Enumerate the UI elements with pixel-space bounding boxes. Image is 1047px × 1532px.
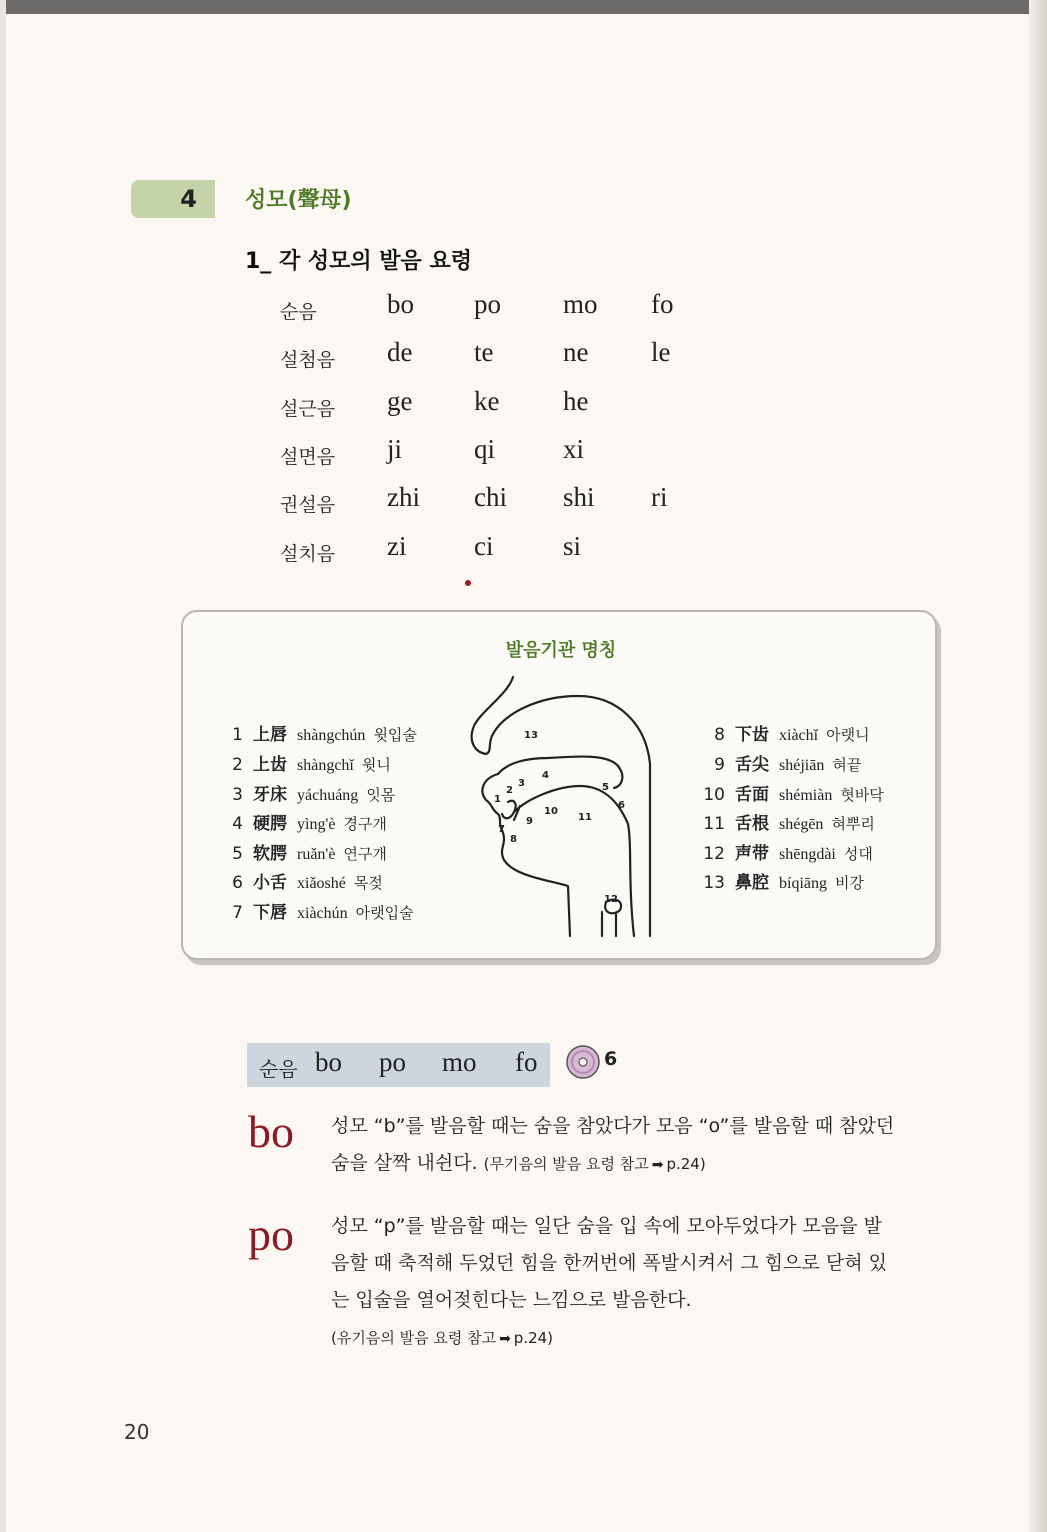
organ-hanzi: 硬腭 — [253, 814, 287, 834]
initial-syllable: te — [474, 337, 494, 367]
organ-korean: 비강 — [835, 874, 864, 892]
organ-number: 4 — [232, 814, 243, 834]
initials-row — [0, 289, 800, 329]
articulatory-organs-box — [181, 610, 937, 960]
organs-box-title: 발음기관 명칭 — [505, 640, 617, 661]
organ-item — [703, 720, 870, 746]
initial-syllable: zi — [387, 531, 407, 561]
explanation-po — [331, 1208, 887, 1319]
organ-korean: 성대 — [843, 845, 873, 863]
organ-number: 13 — [703, 873, 725, 893]
organ-item — [221, 809, 387, 835]
explanation-line: 성모 “p”를 발음할 때는 일단 숨을 입 속에 모아두었다가 모음을 발 — [331, 1215, 882, 1237]
organ-number: 6 — [232, 873, 243, 893]
initials-row — [0, 386, 800, 426]
organ-korean: 연구개 — [343, 845, 387, 863]
section-title: 성모(聲母) — [245, 188, 352, 213]
reference-note: (유기음의 발음 요령 참고 — [331, 1329, 497, 1347]
initials-row — [0, 531, 800, 571]
diagram-label: 3 — [518, 778, 525, 789]
organ-korean: 목젖 — [353, 874, 383, 892]
organ-pinyin: shēngdài — [779, 846, 836, 863]
organ-item — [703, 809, 875, 835]
initial-syllable: ge — [387, 386, 413, 416]
initial-syllable: he — [563, 386, 589, 416]
organ-pinyin: shégēn — [779, 816, 824, 833]
diagram-label: 1 — [494, 794, 501, 805]
organ-number: 9 — [714, 755, 725, 775]
organ-pinyin: xiàchún — [297, 905, 348, 922]
organ-number: 5 — [232, 844, 243, 864]
organ-hanzi: 下齿 — [735, 725, 769, 745]
reference-page: p.24) — [513, 1329, 554, 1347]
organ-hanzi: 下唇 — [253, 903, 287, 923]
organ-korean: 혓바닥 — [840, 786, 884, 804]
organ-pinyin: shàngchún — [297, 727, 366, 744]
reference-note: (무기음의 발음 요령 참고 — [483, 1155, 649, 1173]
initial-syllable: le — [651, 337, 671, 367]
initial-category: 설근음 — [280, 398, 336, 420]
organ-pinyin: shàngchǐ — [297, 757, 354, 774]
initial-syllable: chi — [474, 482, 507, 512]
initial-category: 설면음 — [280, 446, 336, 468]
organ-pinyin: ruǎn'è — [297, 846, 336, 863]
labial-syllable: fo — [515, 1047, 538, 1077]
initial-syllable: zhi — [387, 482, 420, 512]
explanation-line: 성모 “b”를 발음할 때는 숨을 참았다가 모음 “o”를 발음할 때 참았던 — [331, 1115, 895, 1137]
organ-korean: 윗니 — [361, 756, 391, 774]
organ-hanzi: 上唇 — [253, 725, 287, 745]
diagram-label: 12 — [604, 894, 618, 905]
organ-item — [703, 780, 884, 806]
initial-syllable: ci — [474, 531, 494, 561]
organ-number: 8 — [714, 725, 725, 745]
diagram-label: 11 — [578, 812, 592, 823]
vocal-tract-diagram — [468, 674, 658, 944]
big-syllable-po: po — [248, 1209, 294, 1260]
organ-hanzi: 软腭 — [253, 844, 287, 864]
organ-number: 7 — [232, 903, 243, 923]
organ-number: 12 — [703, 844, 725, 864]
organ-item — [221, 720, 417, 746]
initials-row — [0, 337, 800, 377]
arrow-right-icon: ➡ — [651, 1157, 664, 1173]
labial-syllable: po — [379, 1047, 406, 1077]
initials-row — [0, 434, 800, 474]
diagram-label: 2 — [506, 785, 513, 796]
explanation-bo — [331, 1108, 894, 1184]
initial-syllable: shi — [563, 482, 595, 512]
organ-number: 3 — [232, 785, 243, 805]
organ-item — [221, 898, 414, 924]
labial-category: 순음 — [259, 1057, 298, 1081]
organ-number: 10 — [703, 785, 725, 805]
organ-item — [221, 750, 391, 776]
initial-category: 설첨음 — [280, 349, 336, 371]
section-number: 4 — [180, 185, 197, 213]
initial-syllable: ke — [474, 386, 500, 416]
organ-korean: 혀뿌리 — [831, 815, 875, 833]
reference-page: p.24) — [666, 1155, 706, 1173]
initial-syllable: ne — [563, 337, 589, 367]
big-syllable-bo: bo — [248, 1106, 294, 1157]
initial-category: 권설음 — [280, 494, 336, 516]
organ-pinyin: shémiàn — [779, 787, 833, 804]
initial-syllable: mo — [563, 289, 598, 319]
initial-syllable: ji — [387, 434, 403, 464]
page-spine-shadow — [1029, 0, 1047, 1532]
diagram-label: 4 — [542, 770, 549, 781]
organ-pinyin: yáchuáng — [297, 787, 359, 804]
organ-number: 2 — [232, 755, 243, 775]
organ-item — [221, 868, 383, 894]
organ-hanzi: 鼻腔 — [735, 873, 769, 893]
organ-hanzi: 舌面 — [735, 785, 769, 805]
labial-initials-bar — [247, 1043, 550, 1087]
diagram-label: 9 — [526, 816, 533, 827]
explanation-line-with-note — [331, 1145, 894, 1184]
initial-category: 설치음 — [280, 543, 336, 565]
explanation-line: 는 입술을 열어젖힌다는 느낌으로 발음한다. — [331, 1289, 692, 1311]
initial-category: 순음 — [280, 301, 317, 323]
organ-hanzi: 上齿 — [253, 755, 287, 775]
organ-korean: 경구개 — [343, 815, 387, 833]
organ-number: 1 — [232, 725, 243, 745]
initial-syllable: xi — [563, 434, 585, 464]
organ-hanzi: 舌尖 — [735, 755, 769, 775]
organ-hanzi: 声带 — [735, 844, 769, 864]
organ-item — [703, 839, 873, 865]
diagram-label: 7 — [498, 824, 505, 835]
initial-syllable: de — [387, 337, 413, 367]
organ-item — [703, 868, 864, 894]
diagram-label: 13 — [524, 730, 538, 741]
page-left-edge — [0, 0, 6, 1532]
organ-item — [703, 750, 861, 776]
initial-syllable: qi — [474, 434, 496, 464]
explanation-line: 음할 때 축적해 두었던 힘을 한꺼번에 폭발시켜서 그 힘으로 닫혀 있 — [331, 1252, 887, 1274]
initial-syllable: ri — [651, 482, 668, 512]
organ-number: 11 — [703, 814, 725, 834]
organ-pinyin: shéjiān — [779, 757, 825, 774]
organ-pinyin: yìng'è — [297, 816, 336, 833]
scan-top-edge — [0, 0, 1047, 14]
initial-syllable: po — [474, 289, 501, 319]
organ-pinyin: xiàchǐ — [779, 727, 819, 744]
organ-hanzi: 牙床 — [253, 785, 287, 805]
organ-item — [221, 780, 395, 806]
organ-pinyin: xiǎoshé — [297, 875, 346, 892]
diagram-label: 5 — [602, 782, 609, 793]
organ-hanzi: 舌根 — [735, 814, 769, 834]
organ-item — [221, 839, 387, 865]
labial-syllable: mo — [442, 1047, 477, 1077]
subsection-title: 1_ 각 성모의 발음 요령 — [245, 249, 472, 274]
labial-syllable: bo — [315, 1047, 342, 1077]
initial-syllable: bo — [387, 289, 414, 319]
organ-korean: 아랫니 — [826, 726, 870, 744]
initial-syllable: fo — [651, 289, 674, 319]
organ-korean: 아랫입술 — [355, 904, 414, 922]
page-number: 20 — [124, 1420, 150, 1444]
diagram-label: 8 — [510, 834, 517, 845]
arrow-right-icon: ➡ — [499, 1331, 511, 1347]
initials-row — [0, 482, 800, 522]
diagram-label: 6 — [618, 800, 625, 811]
organ-hanzi: 小舌 — [253, 873, 287, 893]
explanation-line: 숨을 살짝 내쉰다. — [331, 1152, 478, 1174]
reference-note-line — [331, 1327, 553, 1348]
cd-icon[interactable] — [565, 1044, 601, 1080]
organ-korean: 잇몸 — [366, 786, 396, 804]
organ-korean: 혀끝 — [832, 756, 862, 774]
organ-pinyin: bíqiāng — [779, 875, 827, 892]
organ-korean: 윗입술 — [373, 726, 417, 744]
diagram-label: 10 — [544, 806, 558, 817]
initial-syllable: si — [563, 531, 582, 561]
cd-track-number: 6 — [604, 1048, 618, 1070]
section-number-badge — [131, 180, 215, 218]
ink-spot — [465, 580, 471, 586]
